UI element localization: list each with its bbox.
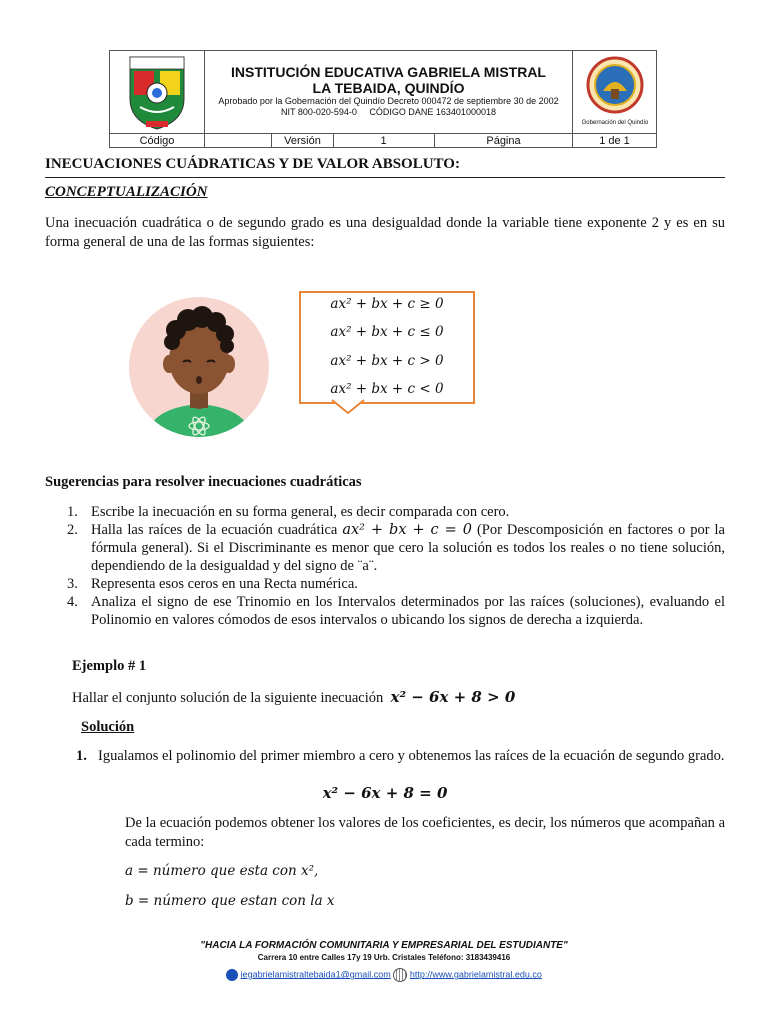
solution-label: Solución <box>81 719 135 735</box>
version-value: 1 <box>333 134 435 148</box>
header-text-block <box>205 51 572 133</box>
intro-paragraph: Una inecuación cuadrática o de segundo grado es una desigualdad donde la variable tiene exponente 2 y es en su forma general de una de las formas siguientes: <box>45 215 725 250</box>
step-1-equation: x² − 6x + 8 = 0 <box>322 784 448 802</box>
suggestion-item: 2. Halla las raíces de la ecuación cuadrática ax² + bx + c = 0 (Por Descomposición en factores o por la fórmula general). Si el Discriminante es menor que cero la solución es todos los reales o no tiene solución, dependiendo de la desigualdad y del signo de ¨a¨. <box>67 522 725 574</box>
suggestion-item: 4. Analiza el signo de ese Trinomio en los Intervalos determinados por las raíces (soluciones), evaluando el Polinomio en valores cómodos de esos intervalos o ubicando los signos de derecha a izquierda. <box>67 594 725 628</box>
website-link[interactable]: http://www.gabrielamistral.edu.co <box>409 969 542 980</box>
student-avatar-illustration <box>128 296 270 438</box>
approval-decree: Aprobado por la Gobernación del Quindío Decreto 000472 de septiembre 30 de 2002 <box>218 96 559 106</box>
inequality-form-leq: ax² + bx + c ≤ 0 <box>330 324 444 340</box>
governorate-seal-logo <box>572 51 657 133</box>
email-link[interactable]: iegabrielamistraltebaida1@gmail.com <box>240 969 391 980</box>
suggestions-list <box>67 503 725 629</box>
section-heading-conceptualizacion: CONCEPTUALIZACIÓN <box>45 184 208 200</box>
suggestions-heading: Sugerencias para resolver inecuaciones cuadráticas <box>45 474 362 490</box>
coefficient-a: a = número que esta con x², <box>125 863 319 879</box>
suggestion-item: 1. Escribe la inecuación en su forma general, es decir comparada con cero. <box>67 504 510 520</box>
school-city: LA TEBAIDA, QUINDÍO <box>312 80 465 96</box>
suggestion-item: 3. Representa esos ceros en una Recta numérica. <box>67 576 358 592</box>
inequality-form-geq: ax² + bx + c ≥ 0 <box>330 296 444 312</box>
title-underline <box>45 177 725 178</box>
nit-dane: NIT 800-020-594-0 CÓDIGO DANE 163401000018 <box>281 107 496 117</box>
inequality-form-lt: ax² + bx + c < 0 <box>330 381 444 397</box>
coefficient-b: b = número que estan con la x <box>125 893 335 909</box>
pagina-label: Página <box>435 134 573 148</box>
step-1: 1. Igualamos el polinomio del primer miembro a cero y obtenemos las raíces de la ecuación de segundo grado. <box>76 748 725 764</box>
codigo-label: Código <box>110 134 205 148</box>
inequality-form-gt: ax² + bx + c > 0 <box>330 353 444 369</box>
footer-address: Carrera 10 entre Calles 17y 19 Urb. Cristales Teléfono: 3183439416 <box>257 953 511 962</box>
document-control-row <box>110 133 656 148</box>
example-inequality: x² − 6x + 8 > 0 <box>390 688 516 706</box>
school-name: INSTITUCIÓN EDUCATIVA GABRIELA MISTRAL <box>231 64 546 80</box>
example-statement: Hallar el conjunto solución de la siguiente inecuación x² − 6x + 8 > 0 <box>72 688 516 706</box>
quadratic-equation: ax² + bx + c = 0 <box>342 522 472 538</box>
pagina-value: 1 de 1 <box>599 135 630 147</box>
speech-bubble-tail <box>330 399 370 415</box>
footer-contact <box>0 968 768 982</box>
version-label: Versión <box>271 134 334 148</box>
footer-slogan: "HACIA LA FORMACIÓN COMUNITARIA Y EMPRESARIAL DEL ESTUDIANTE" <box>200 940 568 951</box>
email-icon <box>226 969 238 981</box>
globe-icon <box>393 968 407 982</box>
example-title: Ejemplo # 1 <box>72 658 147 674</box>
document-title: INECUACIONES CUÁDRATICAS Y DE VALOR ABSOLUTO: <box>45 156 460 172</box>
school-crest-logo <box>110 51 205 133</box>
document-header <box>109 50 657 148</box>
inequality-forms-box <box>299 291 475 404</box>
governorate-caption: Gobernación del Quindío <box>581 120 649 126</box>
coefficients-explanation: De la ecuación podemos obtener los valores de los coeficientes, es decir, los números que acompañan a cada termino: <box>125 815 725 850</box>
